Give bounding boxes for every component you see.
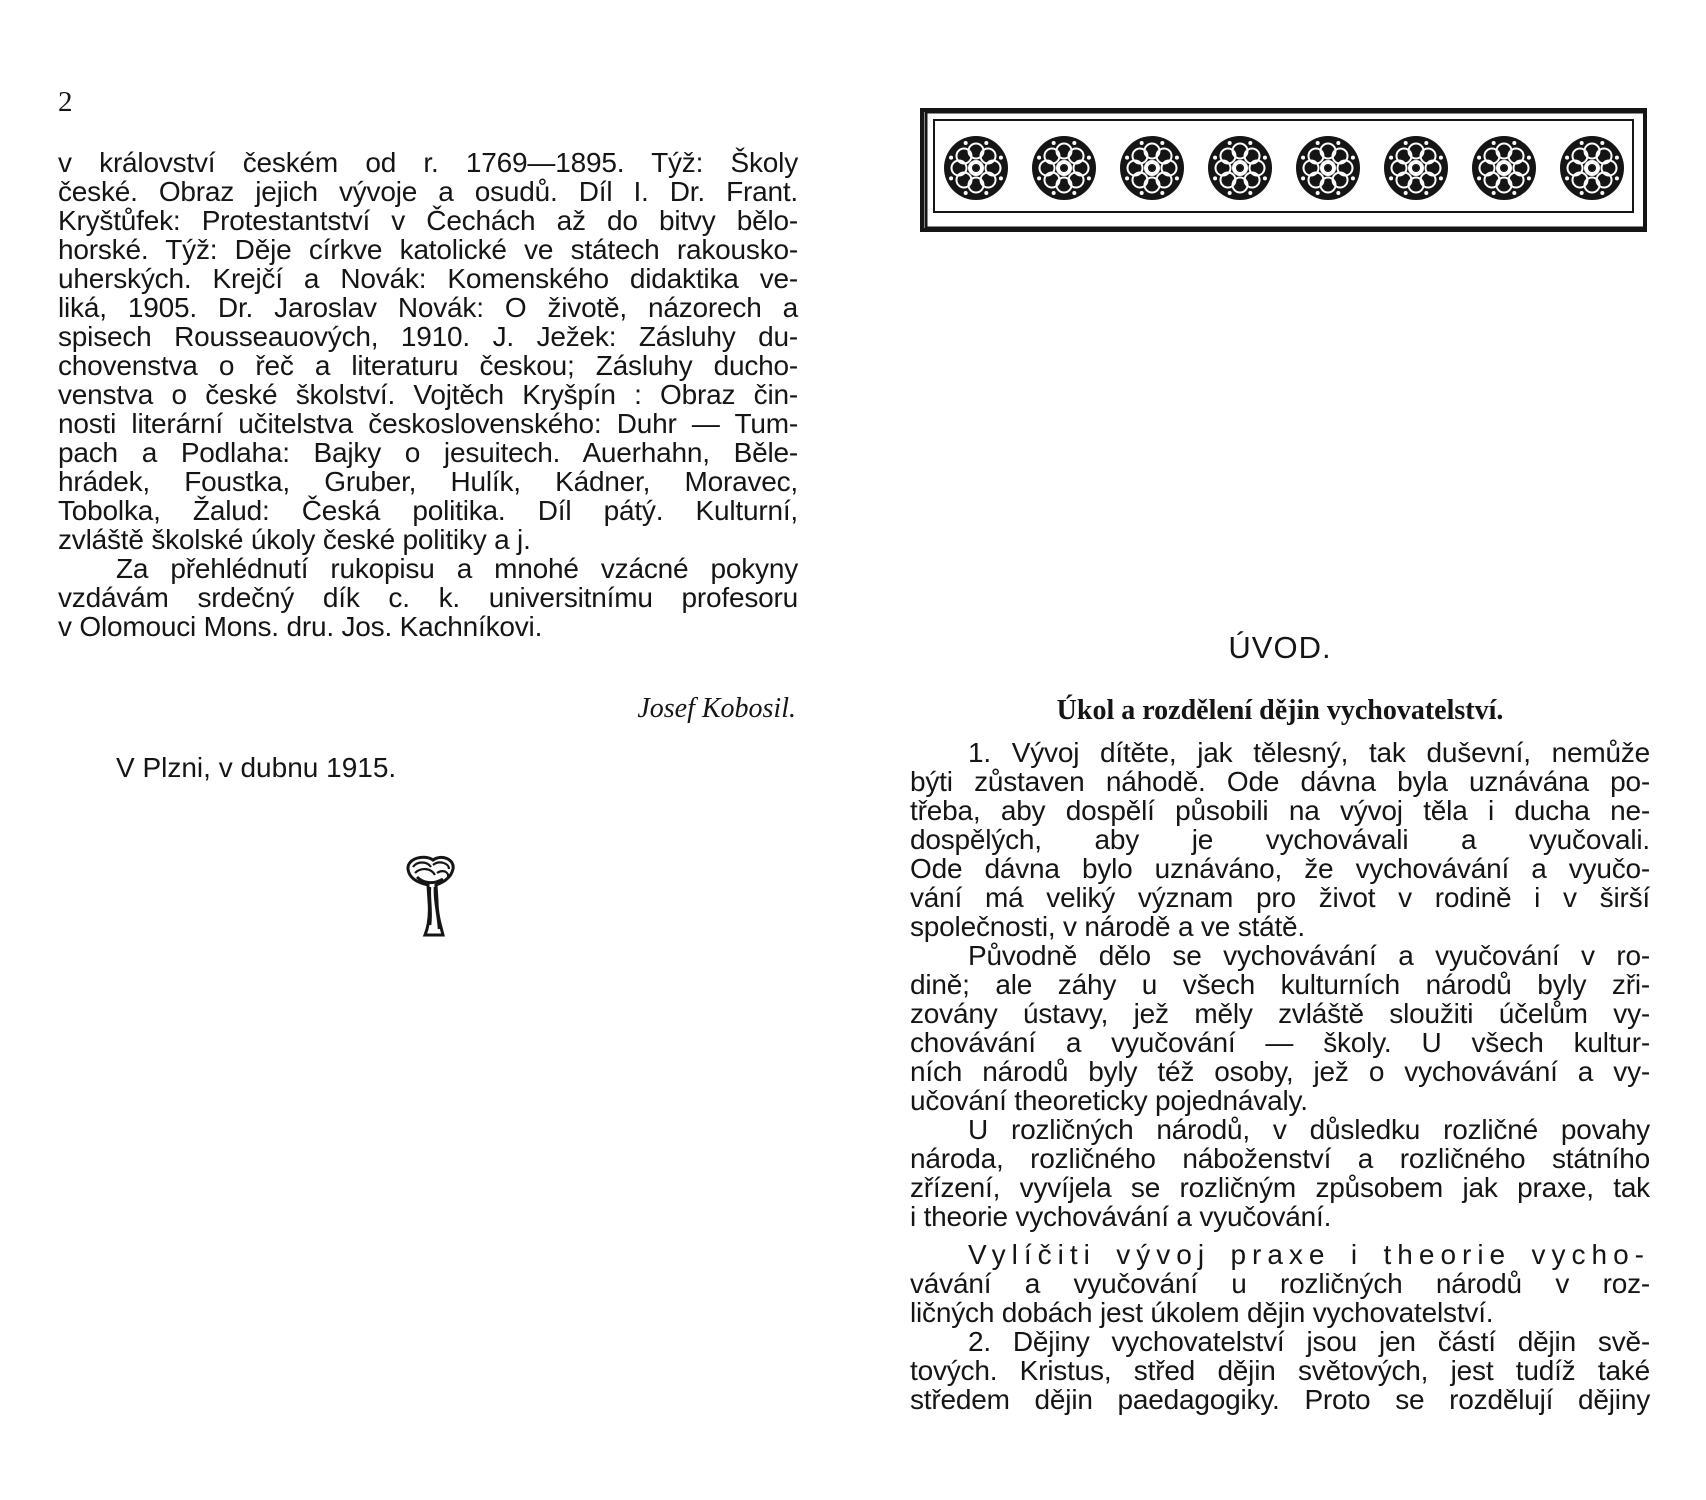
text-line: horské. Týž: Děje církve katolické ve státech rakousko- <box>58 234 798 265</box>
text-line: národa, rozličného náboženství a rozličného státního <box>910 1143 1650 1174</box>
text-line: ličných dobách jest úkolem dějin vychovatelství. <box>910 1297 1494 1328</box>
rosette-ornament-icon <box>1384 136 1448 200</box>
rosette-ornament-icon <box>1208 136 1272 200</box>
text-line: Původně dělo se vychovávání a vyučování v ro- <box>968 940 1650 971</box>
rosette-ornament-icon <box>1120 136 1184 200</box>
rosette-ornament-icon <box>1296 136 1360 200</box>
text-line: v království českém od r. 1769—1895. Týž: Školy <box>58 147 798 178</box>
text-line: společnosti, v národě a ve státě. <box>910 911 1305 942</box>
text-line: vávání a vyučování u rozličných národů v roz- <box>910 1268 1650 1299</box>
lily-vignette-icon <box>403 855 457 937</box>
text-line: vání má veliký význam pro život v rodině i v širší <box>910 882 1650 913</box>
text-line: chovávání a vyučování — školy. U všech kultur- <box>910 1027 1650 1058</box>
rosette-ornament-icon <box>1560 136 1624 200</box>
rosette-ornament-icon <box>1032 136 1096 200</box>
text-line: zvláště školské úkoly české politiky a j. <box>58 524 531 555</box>
text-line: i theorie vychovávání a vyučování. <box>910 1201 1332 1232</box>
place-date: V Plzni, v dubnu 1915. <box>116 752 397 783</box>
text-line: zovány ústavy, jež měly zvláště sloužiti účelům vy- <box>910 998 1650 1029</box>
rosette-ornament-icon <box>944 136 1008 200</box>
text-line: Vylíčiti vývoj praxe i theorie vycho- <box>968 1239 1650 1270</box>
text-line: uherských. Krejčí a Novák: Komenského didaktika ve- <box>58 263 798 294</box>
text-line: tových. Kristus, střed dějin světových, jest tudíž také <box>910 1355 1650 1386</box>
author-signature: Josef Kobosil. <box>637 693 796 724</box>
text-line: dině; ale záhy u všech kulturních národů byly zři- <box>910 969 1650 1000</box>
text-line: zřízení, vyvíjela se rozličným způsobem jak praxe, tak <box>910 1172 1650 1203</box>
page-number: 2 <box>58 86 73 118</box>
text-line: nosti literární učitelstva československého: Duhr — Tum- <box>58 408 798 439</box>
text-line: 2. Dějiny vychovatelství jsou jen částí dějin svě- <box>968 1326 1650 1357</box>
rosette-ornament-icon <box>1472 136 1536 200</box>
text-line: české. Obraz jejich vývoje a osudů. Díl I. Dr. Frant. <box>58 176 798 207</box>
text-line: Kryštůfek: Protestantství v Čechách až do bitvy bělo- <box>58 205 798 236</box>
section-subheading: Úkol a rozdělení dějin vychovatelství. <box>1056 695 1504 726</box>
text-line: Ode dávna bylo uznáváno, že vychovávání a vyučo- <box>910 853 1650 884</box>
text-line: chovenstva o řeč a literaturu českou; Zásluhy ducho- <box>58 350 798 381</box>
text-line: býti zůstaven náhodě. Ode dávna byla uznávána po- <box>910 766 1650 797</box>
text-line: vzdávám srdečný dík c. k. universitnímu profesoru <box>58 582 798 613</box>
text-line: pach a Podlaha: Bajky o jesuitech. Auerhahn, Běle- <box>58 437 798 468</box>
text-line: učování theoreticky pojednávaly. <box>910 1085 1308 1116</box>
text-line: Za přehlédnutí rukopisu a mnohé vzácné pokyny <box>116 553 798 584</box>
text-line: 1. Vývoj dítěte, jak tělesný, tak duševní, nemůže <box>968 737 1650 768</box>
text-line: ních národů byly též osoby, jež o vychovávání a vy- <box>910 1056 1650 1087</box>
text-line: dospělých, aby je vychovávali a vyučovali. <box>910 824 1650 855</box>
text-line: hrádek, Foustka, Gruber, Hulík, Kádner, Moravec, <box>58 466 798 497</box>
text-line: U rozličných národů, v důsledku rozličné povahy <box>968 1114 1650 1145</box>
ornamental-header-band <box>920 108 1647 232</box>
text-line: liká, 1905. Dr. Jaroslav Novák: O životě, názorech a <box>58 292 798 323</box>
text-line: Tobolka, Žalud: Česká politika. Díl pátý. Kulturní, <box>58 495 798 526</box>
text-line: třeba, aby dospělí působili na vývoj těla i ducha ne- <box>910 795 1650 826</box>
text-line: středem dějin paedagogiky. Proto se rozdělují dějiny <box>910 1384 1650 1415</box>
section-heading: ÚVOD. <box>1228 630 1332 665</box>
text-line: venstva o české školství. Vojtěch Kryšpín : Obraz čin- <box>58 379 798 410</box>
text-line: v Olomouci Mons. dru. Jos. Kachníkovi. <box>58 611 543 642</box>
text-line: spisech Rousseauových, 1910. J. Ježek: Zásluhy du- <box>58 321 798 352</box>
